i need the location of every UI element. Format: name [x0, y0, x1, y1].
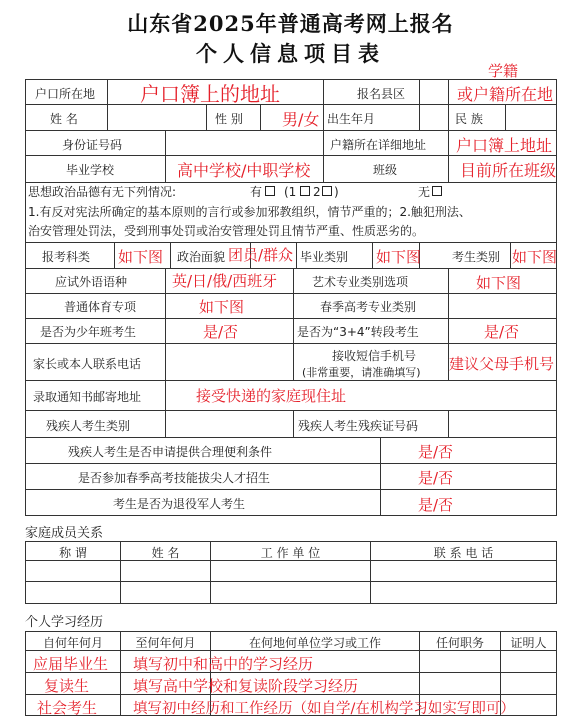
foreign-language-value[interactable]: 英/日/俄/西班牙	[172, 272, 278, 290]
spring-skill-label: 是否参加春季高考技能拔尖人才招生	[78, 471, 271, 485]
page-subtitle: 个人信息项目表	[196, 41, 385, 66]
political-close: )	[334, 185, 339, 199]
art-major-value[interactable]: 如下图	[476, 274, 522, 292]
id-number-label: 身份证号码	[62, 138, 123, 152]
veteran-value[interactable]: 是/否	[418, 496, 454, 514]
class-value[interactable]: 目前所在班级	[460, 161, 557, 180]
disabled-convenience-value[interactable]: 是/否	[418, 443, 454, 461]
political-question: 思想政治品德有无下列情况:	[28, 185, 177, 199]
study-row-type: 复读生	[44, 677, 90, 695]
pe-special-value[interactable]: 如下图	[199, 298, 245, 316]
graduate-type-label: 毕业类别	[300, 250, 349, 264]
mail-address-label: 录取通知书邮寄地址	[33, 390, 142, 404]
three-four-value[interactable]: 是/否	[484, 323, 520, 341]
political-status-label: 政治面貌	[177, 250, 226, 264]
checkbox-has	[266, 187, 275, 196]
family-header-phone: 联 系 电 话	[433, 546, 494, 560]
study-header-place: 在何地何单位学习或工作	[248, 636, 381, 650]
exam-subject-label: 报考科类	[42, 250, 91, 264]
sms-phone-label: 接收短信手机号	[332, 349, 417, 363]
family-header-name: 姓 名	[151, 546, 180, 560]
junior-class-label: 是否为少年班考生	[40, 325, 137, 339]
report-county-label: 报名县区	[357, 87, 406, 101]
sms-phone-value[interactable]: 建议父母手机号	[449, 355, 555, 373]
phone-label: 家长或本人联系电话	[33, 357, 142, 371]
checkbox-opt1	[301, 187, 310, 196]
study-header-from: 自何年何月	[42, 636, 103, 650]
checkbox-opt2	[323, 187, 332, 196]
candidate-type-label: 考生类别	[452, 250, 501, 264]
disabled-type-label: 残疾人考生类别	[46, 419, 131, 433]
disabled-cert-label: 残疾人考生残疾证号码	[298, 419, 419, 433]
hukou-location-value[interactable]: 户口簿上的地址	[140, 82, 280, 106]
family-header-employer: 工 作 单 位	[260, 546, 321, 560]
graduate-type-value[interactable]: 如下图	[376, 248, 422, 266]
political-status-value[interactable]: 团员/群众	[228, 246, 294, 264]
hukou-address-label: 户籍所在详细地址	[330, 138, 427, 152]
political-none: 无	[418, 185, 431, 199]
study-row-type: 社会考生	[37, 699, 98, 717]
gender-value[interactable]: 男/女	[282, 110, 320, 129]
report-county-note: 学籍	[488, 62, 519, 80]
spring-major-label: 春季高考专业类别	[320, 300, 417, 314]
study-section-title: 个人学习经历	[25, 615, 104, 630]
study-header-to: 至何年何月	[135, 636, 196, 650]
foreign-language-label: 应试外语语种	[55, 275, 128, 289]
gender-label: 性 别	[215, 112, 243, 126]
study-row-desc: 填写高中学校和复读阶段学习经历	[133, 677, 359, 695]
three-four-label: 是否为“3+4”转段考生	[297, 325, 419, 339]
political-has: 有	[250, 185, 263, 199]
study-row-type: 应届毕业生	[33, 655, 109, 673]
political-opt1: (1	[284, 185, 297, 199]
study-row-desc: 填写初中经历和工作经历（如自学/在机构学习如实写即可）	[133, 701, 515, 717]
birth-label: 出生年月	[327, 112, 376, 126]
junior-class-value[interactable]: 是/否	[203, 323, 239, 341]
page-title: 山东省2025年普通高考网上报名	[127, 11, 454, 36]
report-county-value[interactable]: 或户籍所在地	[457, 85, 554, 104]
hukou-address-value[interactable]: 户口簿上地址	[456, 136, 553, 155]
political-desc-line2: 治安管理处罚法，受到刑事处罚或治安管理处罚且情节严重、性质恶劣的。	[28, 224, 425, 238]
school-value[interactable]: 高中学校/中职学校	[177, 161, 311, 180]
study-row-desc: 填写初中和高中的学习经历	[133, 655, 314, 673]
sms-phone-sub: (非常重要，请准确填写)	[302, 366, 421, 379]
family-header-relation: 称 谓	[59, 546, 87, 560]
pe-special-label: 普通体育专项	[64, 300, 137, 314]
art-major-label: 艺术专业类别选项	[312, 275, 409, 289]
class-label: 班级	[373, 163, 398, 177]
spring-skill-value[interactable]: 是/否	[418, 469, 454, 487]
hukou-location-label: 户口所在地	[35, 87, 96, 101]
study-header-witness: 证明人	[510, 636, 547, 650]
checkbox-none	[433, 187, 442, 196]
veteran-label: 考生是否为退役军人考生	[113, 497, 246, 511]
candidate-type-value[interactable]: 如下图	[512, 248, 558, 266]
family-section-title: 家庭成员关系	[25, 526, 104, 541]
name-label: 姓 名	[50, 112, 78, 126]
ethnicity-label: 民 族	[455, 112, 483, 126]
political-desc-line1: 1.有反对宪法所确定的基本原则的言行或参加邪教组织，情节严重的；2.触犯刑法、	[28, 205, 471, 219]
study-header-position: 任何职务	[435, 636, 484, 650]
disabled-convenience-label: 残疾人考生是否申请提供合理便利条件	[68, 445, 273, 459]
exam-subject-value[interactable]: 如下图	[118, 248, 164, 266]
school-label: 毕业学校	[66, 163, 115, 177]
mail-address-value[interactable]: 接受快递的家庭现住址	[196, 387, 347, 405]
political-opt2: 2	[313, 185, 321, 199]
